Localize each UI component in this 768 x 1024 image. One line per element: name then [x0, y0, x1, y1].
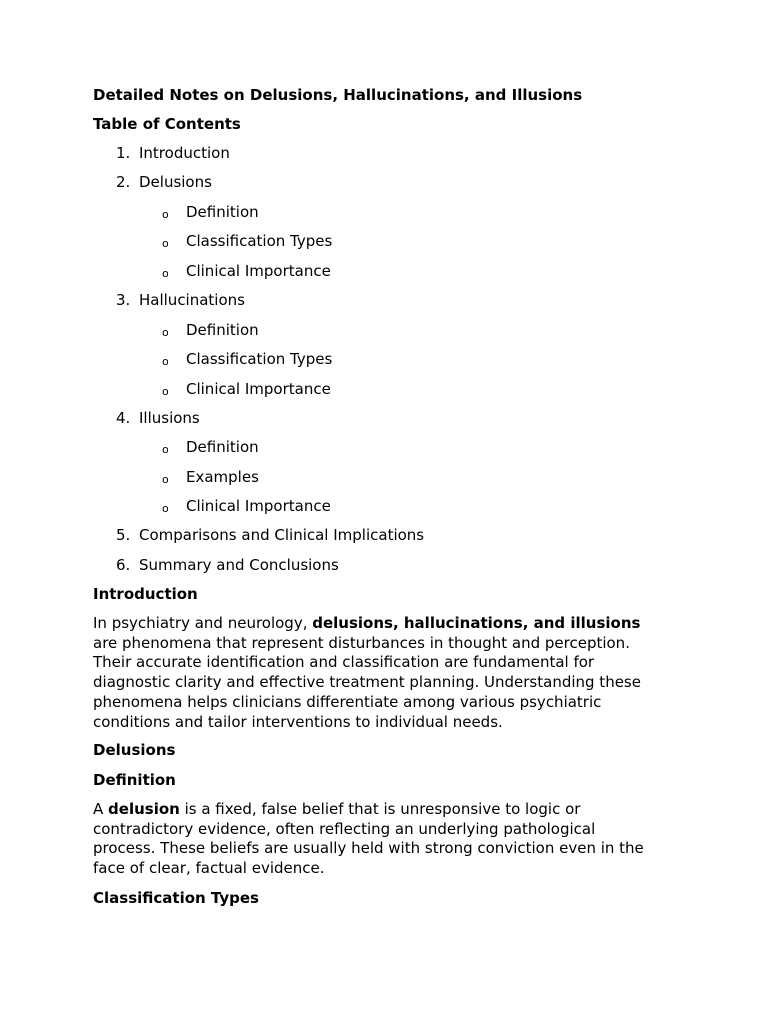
toc-item-label: Hallucinations — [139, 291, 245, 309]
toc-item-number: 4. — [116, 409, 131, 427]
document-title: Detailed Notes on Delusions, Hallucinations, and Illusions — [93, 86, 583, 104]
toc-item-number: 2. — [116, 173, 131, 191]
paragraph-line: contradictory evidence, often reflecting an underlying pathological — [93, 819, 596, 838]
toc-item-number: 1. — [116, 144, 131, 162]
paragraph-line: Their accurate identification and classification are fundamental for — [93, 653, 595, 672]
toc-item-label: Illusions — [139, 409, 200, 427]
paragraph-line: are phenomena that represent disturbances in thought and perception. — [93, 633, 630, 652]
toc-item-label: Comparisons and Clinical Implications — [139, 526, 425, 544]
toc-subitem-label: Definition — [186, 203, 259, 221]
paragraph-text: In psychiatry and neurology, — [93, 614, 313, 632]
toc-subitem-label: Definition — [186, 438, 259, 456]
paragraph-line: diagnostic clarity and effective treatment planning. Understanding these — [93, 673, 641, 692]
subsection-heading-classification-types: Classification Types — [93, 889, 259, 907]
section-heading-introduction: Introduction — [93, 585, 198, 603]
toc-item-label: Summary and Conclusions — [139, 556, 339, 574]
paragraph-emphasis: delusions, hallucinations, and illusions — [312, 614, 641, 632]
definition-paragraph — [93, 800, 683, 879]
bullet-circle-icon: o — [162, 237, 169, 250]
toc-subitem-label: Clinical Importance — [186, 262, 331, 280]
bullet-circle-icon: o — [162, 355, 169, 368]
bullet-circle-icon: o — [162, 385, 169, 398]
paragraph-line: phenomena helps clinicians differentiate among various psychiatric — [93, 692, 602, 711]
toc-subitem-label: Classification Types — [186, 232, 333, 250]
bullet-circle-icon: o — [162, 473, 169, 486]
paragraph-text: A — [93, 800, 109, 818]
bullet-circle-icon: o — [162, 443, 169, 456]
section-heading-delusions: Delusions — [93, 741, 176, 759]
paragraph-line: conditions and tailor interventions to individual needs. — [93, 712, 503, 731]
toc-item-number: 3. — [116, 291, 131, 309]
paragraph-line: face of clear, factual evidence. — [93, 859, 325, 878]
bullet-circle-icon: o — [162, 267, 169, 280]
bullet-circle-icon: o — [162, 502, 169, 515]
toc-item-number: 6. — [116, 556, 131, 574]
toc-item-label: Introduction — [139, 144, 230, 162]
paragraph-text: is a fixed, false belief that is unresponsive to logic or — [179, 800, 581, 818]
toc-item-label: Delusions — [139, 173, 212, 191]
toc-heading: Table of Contents — [93, 115, 241, 133]
paragraph-line — [93, 614, 683, 634]
toc-subitem-label: Examples — [186, 468, 259, 486]
paragraph-line: process. These beliefs are usually held with strong conviction even in the — [93, 839, 644, 858]
toc-item-number: 5. — [116, 526, 131, 544]
paragraph-emphasis: delusion — [108, 800, 180, 818]
toc-subitem-label: Classification Types — [186, 350, 333, 368]
toc-subitem-label: Clinical Importance — [186, 497, 331, 515]
bullet-circle-icon: o — [162, 326, 169, 339]
paragraph-line — [93, 800, 683, 820]
toc-subitem-label: Clinical Importance — [186, 380, 331, 398]
intro-paragraph — [93, 614, 683, 732]
toc-subitem-label: Definition — [186, 321, 259, 339]
bullet-circle-icon: o — [162, 208, 169, 221]
subsection-heading-definition: Definition — [93, 771, 176, 789]
